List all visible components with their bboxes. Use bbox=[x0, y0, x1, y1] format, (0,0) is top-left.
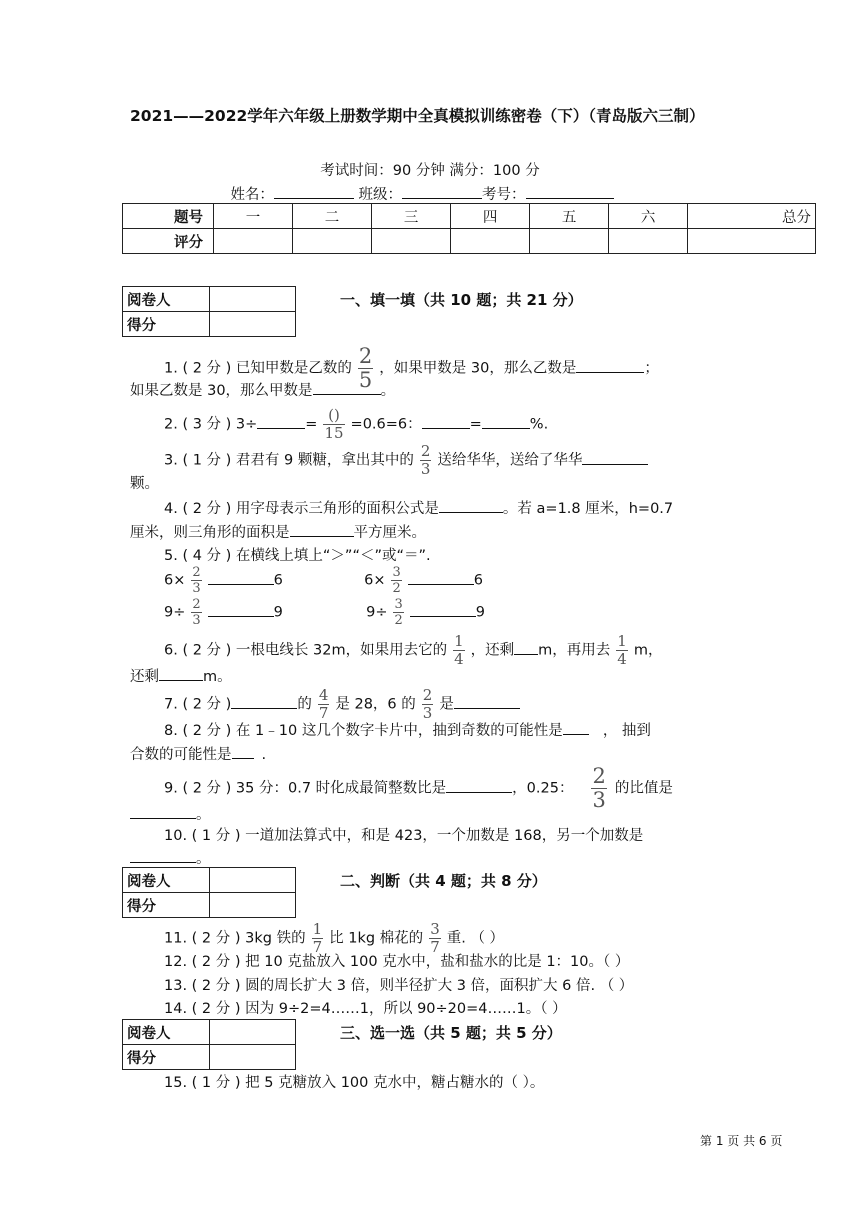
reviewer-score-label: 得分 bbox=[123, 312, 210, 337]
score-cell[interactable] bbox=[372, 229, 451, 254]
fraction: $\frac{2}{3}$ bbox=[192, 565, 201, 596]
q-text: ； bbox=[644, 360, 659, 377]
question-8 bbox=[130, 718, 774, 743]
q-text: 8. ( 2 分 ) 在 1﹣10 这几个数字卡片中，抽到奇数的可能性是 bbox=[164, 723, 563, 739]
score-col: 五 bbox=[530, 204, 609, 229]
score-table bbox=[122, 203, 816, 254]
reviewer-box bbox=[122, 1019, 296, 1070]
section-title: 二、判断（共 4 题；共 8 分） bbox=[340, 872, 547, 890]
score-col: 一 bbox=[214, 204, 293, 229]
q-text: 4. ( 2 分 ) 用字母表示三角形的面积公式是 bbox=[164, 501, 439, 517]
answer-blank[interactable] bbox=[454, 692, 520, 709]
score-cell[interactable] bbox=[214, 229, 293, 254]
section-title: 三、选一选（共 5 题；共 5 分） bbox=[340, 1024, 562, 1042]
q-text: 的 bbox=[297, 696, 312, 713]
q-text: %. bbox=[529, 416, 549, 433]
fraction: $\frac{2}{5}$ bbox=[358, 344, 373, 392]
fraction: $\frac{1}{4}$ bbox=[454, 632, 464, 668]
reviewer-score-cell[interactable] bbox=[210, 1045, 296, 1070]
question-1-cont bbox=[130, 378, 740, 403]
q-text: 还剩 bbox=[130, 669, 159, 685]
page-footer: 第 1 页 共 6 页 bbox=[700, 1134, 783, 1148]
question-4 bbox=[130, 496, 774, 521]
reviewer-label: 阅卷人 bbox=[123, 868, 210, 893]
question-12: 12. ( 2 分 ) 把 10 克盐放入 100 克水中，盐和盐水的比是 1：10。（ ） bbox=[164, 954, 630, 970]
score-cell[interactable] bbox=[293, 229, 372, 254]
answer-blank[interactable] bbox=[482, 412, 530, 429]
question-13: 13. ( 2 分 ) 圆的周长扩大 3 倍，则半径扩大 3 倍，面积扩大 6 倍. （ ） bbox=[164, 978, 634, 994]
q-text: 合数的可能性是 bbox=[130, 747, 232, 763]
number-blank[interactable] bbox=[526, 182, 614, 199]
q-text: ，还剩 bbox=[470, 642, 515, 659]
q-text: = bbox=[469, 416, 482, 433]
reviewer-label: 阅卷人 bbox=[123, 1020, 210, 1045]
q-text: 送给华华，送给了华华 bbox=[437, 452, 583, 469]
score-col: 四 bbox=[451, 204, 530, 229]
answer-blank[interactable] bbox=[130, 802, 196, 819]
q-text: ，0.25： bbox=[512, 780, 574, 797]
q-text: m， bbox=[633, 642, 663, 659]
q-text: 。 bbox=[196, 807, 211, 823]
exam-info: 考试时间：90 分钟 满分：100 分 bbox=[320, 163, 540, 179]
score-col: 六 bbox=[609, 204, 688, 229]
fraction: $\frac{4}{7}$ bbox=[318, 686, 329, 722]
fraction: $\frac{3}{7}$ bbox=[430, 920, 440, 956]
answer-blank[interactable] bbox=[410, 600, 476, 617]
reviewer-cell[interactable] bbox=[210, 287, 296, 312]
fraction: $\frac{1}{4}$ bbox=[617, 632, 627, 668]
reviewer-cell[interactable] bbox=[210, 868, 296, 893]
q-text: 平方厘米。 bbox=[353, 525, 426, 541]
name-blank[interactable] bbox=[274, 182, 354, 199]
student-info-line bbox=[0, 182, 852, 204]
answer-blank[interactable] bbox=[208, 568, 274, 585]
reviewer-score-cell[interactable] bbox=[210, 312, 296, 337]
question-6-cont bbox=[130, 664, 740, 689]
reviewer-cell[interactable] bbox=[210, 1020, 296, 1045]
q-text: = bbox=[305, 416, 318, 433]
q-text: 是 bbox=[439, 696, 454, 713]
reviewer-box bbox=[122, 286, 296, 337]
answer-blank[interactable] bbox=[130, 846, 196, 863]
fraction: $\frac{2}{3}$ bbox=[420, 442, 431, 478]
q-text: m，再用去 bbox=[538, 642, 611, 659]
q-text: 。 bbox=[196, 851, 211, 867]
answer-blank[interactable] bbox=[422, 412, 470, 429]
answer-blank[interactable] bbox=[446, 776, 512, 793]
score-cell[interactable] bbox=[451, 229, 530, 254]
q-text: 11. ( 2 分 ) 3kg 铁的 bbox=[164, 930, 306, 947]
question-7 bbox=[130, 688, 774, 721]
question-15: 15. ( 1 分 ) 把 5 克糖放入 100 克水中，糖占糖水的（ ）。 bbox=[164, 1075, 545, 1091]
q-text: =0.6=6： bbox=[350, 416, 422, 433]
question-4-cont bbox=[130, 520, 740, 545]
q-text: 重. （ ） bbox=[446, 930, 505, 947]
score-col-total: 总分 bbox=[688, 204, 816, 229]
question-6 bbox=[130, 634, 774, 667]
question-14: 14. ( 2 分 ) 因为 9÷2=4……1，所以 90÷20=4……1。（ ） bbox=[164, 1001, 567, 1017]
q-text: 的比值是 bbox=[614, 780, 673, 797]
q-text: ，如果甲数是 30，那么乙数是 bbox=[379, 360, 577, 377]
q-text: 如果乙数是 30，那么甲数是 bbox=[130, 383, 313, 399]
answer-blank[interactable] bbox=[159, 664, 203, 681]
reviewer-box bbox=[122, 867, 296, 918]
q-text: 3. ( 1 分 ) 君君有 9 颗糖，拿出其中的 bbox=[164, 452, 414, 469]
question-5: 5. ( 4 分 ) 在横线上填上“＞”“＜”或“＝”. bbox=[164, 548, 431, 564]
q-text: 9. ( 2 分 ) 35 分：0.7 时化成最简整数比是 bbox=[164, 780, 447, 797]
q-text: ， 抽到 bbox=[602, 723, 651, 739]
q-text: . bbox=[261, 747, 267, 763]
question-5-row-2: 9÷ $\frac{2}{3}$ 9 9÷ $\frac{3}{2}$ 9 bbox=[164, 597, 485, 628]
name-label: 姓名： bbox=[230, 187, 274, 203]
fraction: $\frac{1}{7}$ bbox=[312, 920, 323, 956]
q-text: 比 1kg 棉花的 bbox=[329, 930, 424, 947]
q-text: m。 bbox=[203, 669, 232, 685]
answer-blank[interactable] bbox=[290, 520, 354, 537]
reviewer-score-cell[interactable] bbox=[210, 893, 296, 918]
score-col: 二 bbox=[293, 204, 372, 229]
score-cell[interactable] bbox=[530, 229, 609, 254]
answer-blank[interactable] bbox=[439, 496, 503, 513]
answer-blank[interactable] bbox=[257, 412, 305, 429]
answer-blank[interactable] bbox=[208, 600, 274, 617]
answer-blank[interactable] bbox=[514, 638, 538, 655]
score-col: 三 bbox=[372, 204, 451, 229]
q-text: 2. ( 3 分 ) 3÷ bbox=[164, 416, 258, 433]
answer-blank[interactable] bbox=[231, 692, 297, 709]
fraction: $\frac{3}{2}$ bbox=[392, 565, 401, 596]
fraction: $\frac{2}{3}$ bbox=[422, 686, 433, 722]
answer-blank[interactable] bbox=[313, 378, 381, 395]
class-blank[interactable] bbox=[402, 182, 482, 199]
answer-blank[interactable] bbox=[582, 448, 648, 465]
fraction: $\frac{3}{2}$ bbox=[394, 597, 403, 628]
score-table-header-label: 题号 bbox=[123, 204, 214, 229]
exam-title: 2021——2022学年六年级上册数学期中全真模拟训练密卷（下）（青岛版六三制） bbox=[130, 107, 705, 125]
q-text: 。 bbox=[380, 383, 396, 399]
number-label: 考号： bbox=[482, 187, 526, 203]
score-cell[interactable] bbox=[688, 229, 816, 254]
fraction: $\frac{2}{3}$ bbox=[192, 597, 201, 628]
question-5-row-1: 6× $\frac{2}{3}$ 6 6× $\frac{3}{2}$ 6 bbox=[164, 565, 483, 596]
section-title: 一、填一填（共 10 题；共 21 分） bbox=[340, 291, 583, 309]
reviewer-label: 阅卷人 bbox=[123, 287, 210, 312]
score-table-score-label: 评分 bbox=[123, 229, 214, 254]
answer-blank[interactable] bbox=[408, 568, 474, 585]
answer-blank[interactable] bbox=[563, 718, 589, 735]
question-8-cont bbox=[130, 742, 740, 767]
question-2 bbox=[130, 408, 774, 441]
fraction: $\frac{()}{15}$ bbox=[324, 406, 344, 442]
q-text: 6. ( 2 分 ) 一根电线长 32m，如果用去它的 bbox=[164, 642, 448, 659]
fraction: $\frac{2}{3}$ bbox=[592, 764, 606, 812]
reviewer-score-label: 得分 bbox=[123, 893, 210, 918]
q-text: 1. ( 2 分 ) 已知甲数是乙数的 bbox=[164, 360, 352, 377]
q-text: 厘米，则三角形的面积是 bbox=[130, 525, 290, 541]
q-text: 。若 a=1.8 厘米，h=0.7 bbox=[502, 501, 674, 517]
score-cell[interactable] bbox=[609, 229, 688, 254]
question-3-cont: 颗。 bbox=[130, 476, 159, 492]
q-text: 10. ( 1 分 ) 一道加法算式中，和是 423，一个加数是 168，另一个加数是 bbox=[164, 828, 644, 844]
class-label: 班级： bbox=[358, 187, 403, 203]
q-text: 7. ( 2 分 ) bbox=[164, 696, 232, 713]
q-text: 是 28，6 的 bbox=[335, 696, 416, 713]
question-10 bbox=[130, 824, 774, 848]
answer-blank[interactable] bbox=[576, 356, 644, 373]
answer-blank[interactable] bbox=[232, 742, 254, 759]
reviewer-score-label: 得分 bbox=[123, 1045, 210, 1070]
